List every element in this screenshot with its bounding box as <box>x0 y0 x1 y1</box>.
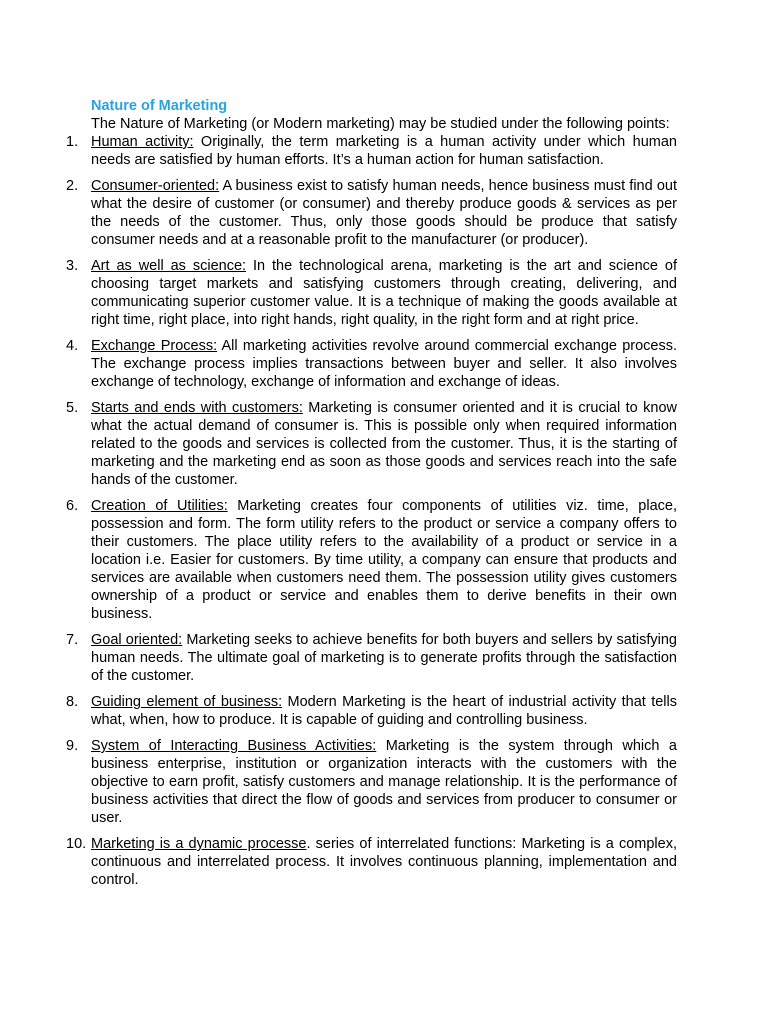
list-item <box>66 497 677 623</box>
list-item <box>66 399 677 489</box>
point-term: Goal oriented: <box>91 632 183 648</box>
point-text: In the technological arena, marketing is the art and science of choosing target markets and satisfying customers through creating, delivering, and communicating superior customer value. It is a technique of making the goods available at right time, right place, into right hands, right quality, in the right form and at right price. <box>91 258 677 328</box>
point-term: Guiding element of business: <box>91 694 283 710</box>
list-item <box>66 835 677 889</box>
list-number: 10. <box>66 836 87 852</box>
list-number: 9. <box>66 738 79 754</box>
point-text: Marketing is consumer oriented and it is crucial to know what the actual demand of consumer is. This is possible only when required information related to the goods and services is collected from the customer. Thus, it is the starting of marketing and the marketing end as soon as those goods and services reach into the safe hands of the customer. <box>91 400 677 488</box>
point-term: Art as well as science: <box>91 258 247 274</box>
point-term: Marketing is a dynamic processe <box>91 836 307 852</box>
point-text: . series of interrelated functions: Marketing is a complex, continuous and interrelated process. It involves continuous planning, implementation and control. <box>91 836 677 888</box>
section-heading: Nature of Marketing <box>91 98 228 114</box>
list-item <box>66 693 677 729</box>
point-text: All marketing activities revolve around commercial exchange process. The exchange process implies transactions between buyer and seller. It also involves exchange of technology, exchange of information and exchange of ideas. <box>91 338 677 390</box>
list-number: 8. <box>66 694 79 710</box>
point-term: Consumer-oriented: <box>91 178 220 194</box>
point-term: Exchange Process: <box>91 338 218 354</box>
list-number: 1. <box>66 134 79 150</box>
point-text: Marketing is the system through which a business enterprise, institution or organization interacts with the customers with the objective to earn profit, satisfy customers and manage relationship. It is the performance of business activities that direct the flow of goods and services from producer to consumer or user. <box>91 738 677 826</box>
point-text: A business exist to satisfy human needs, hence business must find out what the desire of customer (or consumer) and thereby produce goods & services as per the needs of the customer. Thus, only those goods should be produce that satisfy consumer needs and at a reasonable profit to the manufacturer (or producer). <box>91 178 677 248</box>
intro-paragraph: The Nature of Marketing (or Modern marketing) may be studied under the following points: <box>91 116 670 132</box>
point-text: Marketing creates four components of utilities viz. time, place, possession and form. The form utility refers to the product or service a company offers to their customers. The place utility refers to the availability of a product or service in a location i.e. Easier for customers. By time utility, a company can ensure that products and services are available when customers need them. The possession utility gives customers ownership of a product or service and enables them to derive benefits in their own business. <box>91 498 677 622</box>
list-number: 3. <box>66 258 79 274</box>
list-number: 7. <box>66 632 79 648</box>
point-term: Starts and ends with customers: <box>91 400 303 416</box>
points-list <box>66 133 677 889</box>
list-item <box>66 737 677 827</box>
point-term: Creation of Utilities: <box>91 498 228 514</box>
list-number: 5. <box>66 400 79 416</box>
list-number: 4. <box>66 338 79 354</box>
list-item <box>66 337 677 391</box>
point-text: Modern Marketing is the heart of industrial activity that tells what, when, how to produce. It is capable of guiding and controlling business. <box>91 694 677 728</box>
document-page <box>66 97 677 897</box>
point-term: System of Interacting Business Activities: <box>91 738 377 754</box>
list-item <box>66 631 677 685</box>
list-item <box>66 257 677 329</box>
list-number: 2. <box>66 178 79 194</box>
list-item <box>66 133 677 169</box>
list-item <box>66 177 677 249</box>
point-text: Originally, the term marketing is a human activity under which human needs are satisfied by human efforts. It’s a human action for human satisfaction. <box>91 134 677 168</box>
point-term: Human activity: <box>91 134 194 150</box>
list-number: 6. <box>66 498 79 514</box>
point-text: Marketing seeks to achieve benefits for both buyers and sellers by satisfying human needs. The ultimate goal of marketing is to generate profits through the satisfaction of the customer. <box>91 632 677 684</box>
